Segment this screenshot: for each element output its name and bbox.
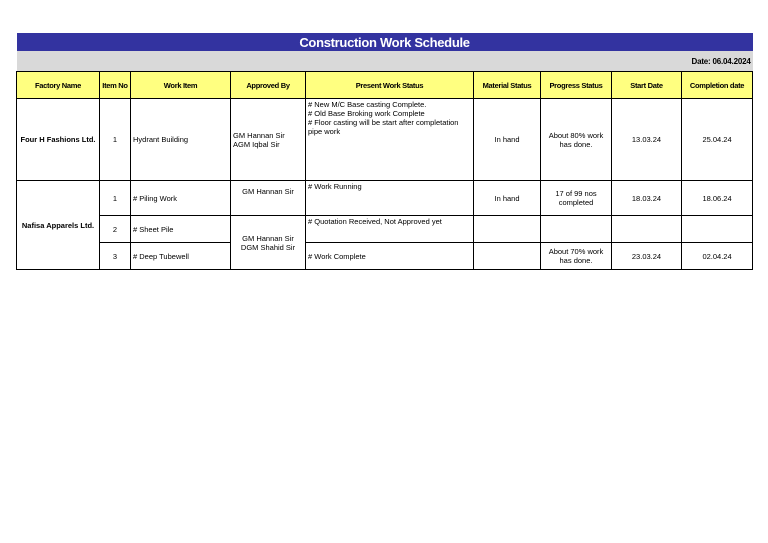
header-completion-date: Completion date (682, 72, 753, 99)
work-item: # Piling Work (131, 181, 231, 216)
start-date (612, 216, 682, 243)
progress-status: About 70% work has done. (541, 243, 612, 270)
header-factory-name: Factory Name (17, 72, 100, 99)
header-progress-status: Progress Status (541, 72, 612, 99)
status-line: # New M/C Base casting Complete. (308, 100, 427, 109)
approver-line: GM Hannan Sir (242, 233, 294, 243)
report-date: Date: 06.04.2024 (17, 51, 753, 72)
status-line: # Old Base Broking work Complete (308, 109, 425, 118)
table-row (17, 243, 753, 270)
header-material-status: Material Status (474, 72, 541, 99)
start-date: 13.03.24 (612, 99, 682, 181)
material-status: In hand (474, 99, 541, 181)
material-status: In hand (474, 181, 541, 216)
approver-line: GM Hannan Sir (233, 130, 285, 140)
header-start-date: Start Date (612, 72, 682, 99)
completion-date: 25.04.24 (682, 99, 753, 181)
present-status: # Quotation Received, Not Approved yet (306, 216, 474, 243)
approved-by (231, 99, 306, 181)
progress-status: 17 of 99 nos completed (541, 181, 612, 216)
material-status (474, 243, 541, 270)
item-no: 1 (100, 181, 131, 216)
header-item-no: Item No (100, 72, 131, 99)
approver-line: DGM Shahid Sir (240, 242, 296, 252)
approved-by: GM Hannan Sir (231, 181, 306, 216)
item-no: 3 (100, 243, 131, 270)
table-row (17, 181, 753, 216)
schedule-table (16, 33, 753, 270)
present-status (306, 99, 474, 181)
material-status (474, 216, 541, 243)
table-row (17, 99, 753, 181)
page-title: Construction Work Schedule (17, 33, 753, 51)
item-no: 2 (100, 216, 131, 243)
work-item: # Sheet Pile (131, 216, 231, 243)
status-line: # Floor casting will be start after completation pipe work (308, 118, 459, 136)
present-status: # Work Running (306, 181, 474, 216)
approved-by (231, 216, 306, 270)
work-item: # Deep Tubewell (131, 243, 231, 270)
completion-date (682, 216, 753, 243)
approver-line: AGM Iqbal Sir (233, 139, 280, 149)
item-no: 1 (100, 99, 131, 181)
table-row (17, 216, 753, 243)
completion-date: 18.06.24 (682, 181, 753, 216)
start-date: 23.03.24 (612, 243, 682, 270)
present-status: # Work Complete (306, 243, 474, 270)
factory-name: Four H Fashions Ltd. (17, 99, 100, 181)
schedule-sheet (16, 33, 752, 270)
completion-date: 02.04.24 (682, 243, 753, 270)
header-present-status: Present Work Status (306, 72, 474, 99)
header-work-item: Work Item (131, 72, 231, 99)
factory-name: Nafisa Apparels Ltd. (17, 181, 100, 270)
progress-status (541, 216, 612, 243)
work-item: Hydrant Building (131, 99, 231, 181)
date-row (17, 51, 753, 72)
title-row (17, 33, 753, 51)
start-date: 18.03.24 (612, 181, 682, 216)
progress-status: About 80% work has done. (541, 99, 612, 181)
header-approved-by: Approved By (231, 72, 306, 99)
header-row (17, 72, 753, 99)
